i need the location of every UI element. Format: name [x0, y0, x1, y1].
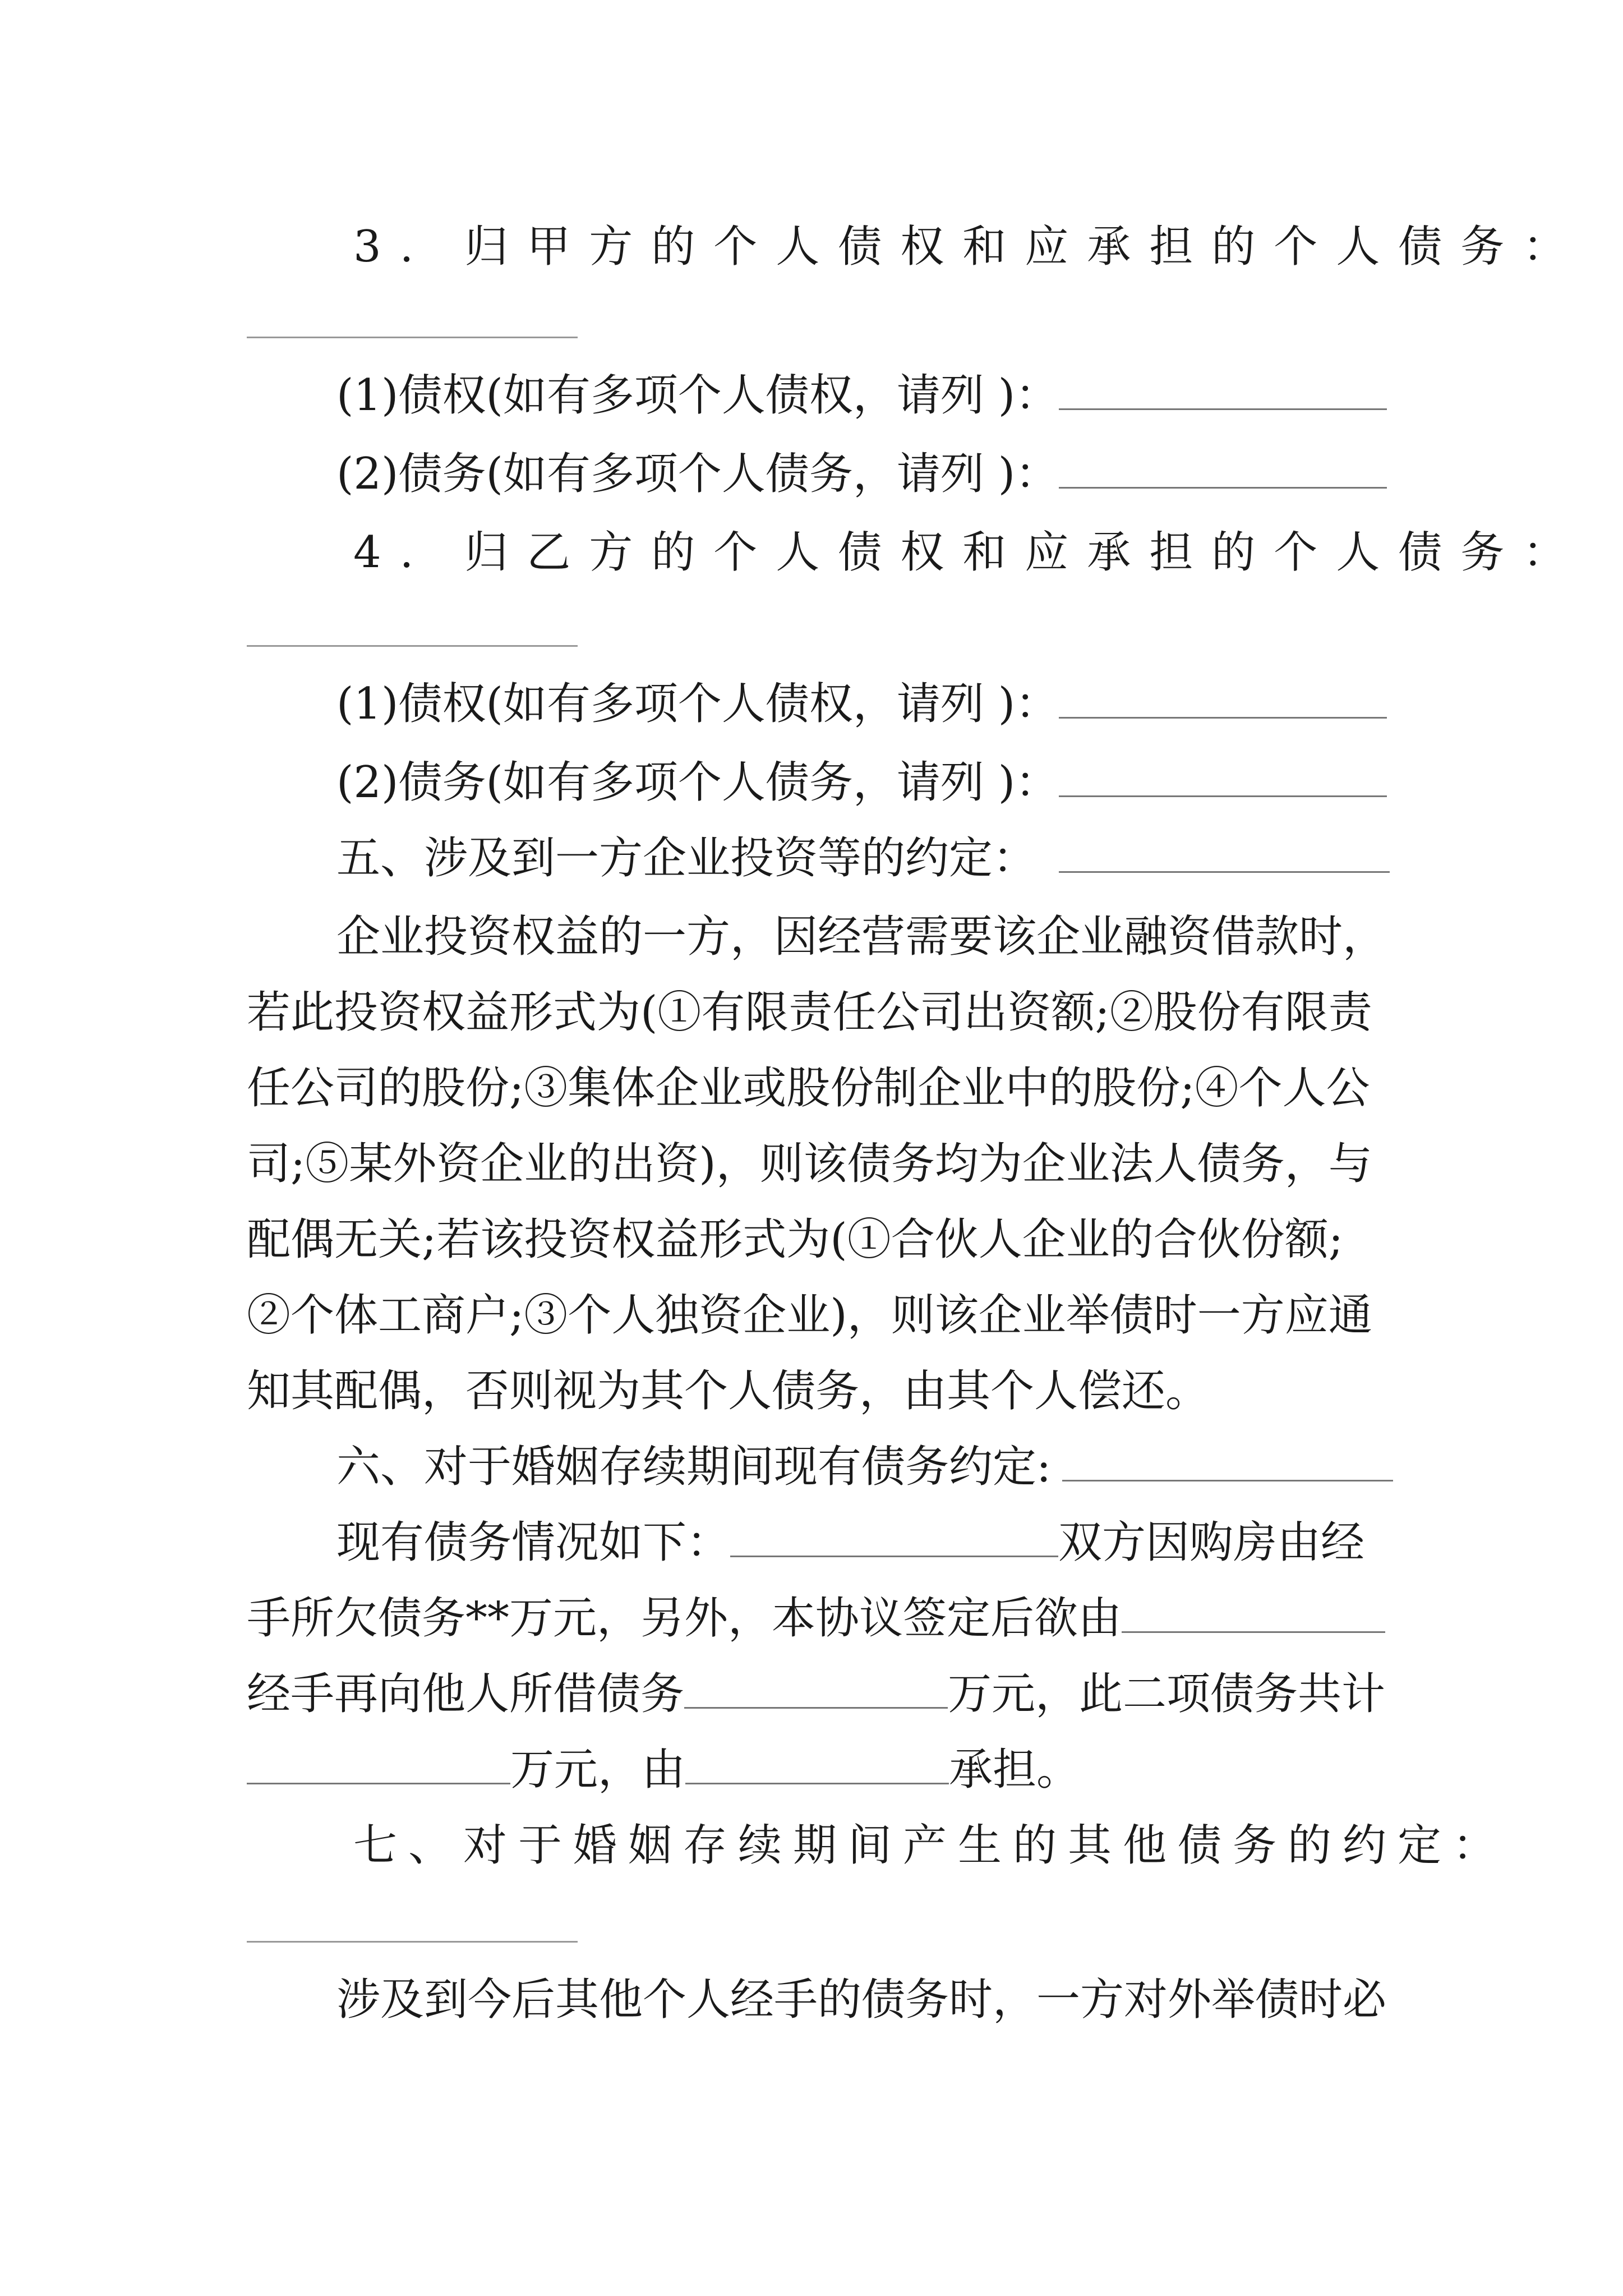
clause-3-credit [336, 367, 1385, 424]
para-2-line-4-a: 万元，由 [510, 1745, 686, 1795]
para-2-line-3-a: 经手再向他人所借债务 [247, 1669, 685, 1719]
section-6-heading [336, 1439, 1385, 1495]
section-5-blank [1059, 832, 1390, 873]
section-6-text: 六、对于婚姻存续期间现有债务约定: [336, 1442, 1052, 1492]
para-1-line-3: 任公司的股份;③集体企业或股份制企业中的股份;④个人公 [247, 1063, 1370, 1114]
section-7-blank-line [247, 1941, 578, 1943]
clause-3-credit-blank [1059, 369, 1387, 410]
clause-4-credit-text: (1)债权(如有多项个人债权，请列 )： [336, 679, 1059, 729]
para-2-line-4 [247, 1742, 1385, 1798]
para-2-line-1-b: 双方因购房由经 [1058, 1517, 1365, 1568]
para-2-line-1 [336, 1515, 1385, 1571]
para-2-line-3-b: 万元，此二项债务共计 [948, 1669, 1386, 1719]
para-1-line-6: ②个体工商户;③个人独资企业)，则该企业举债时一方应通 [247, 1290, 1372, 1341]
clause-4-debt-blank [1059, 756, 1387, 797]
para-2-line-1-a: 现有债务情况如下： [336, 1517, 731, 1568]
clause-4-credit-blank [1059, 678, 1387, 719]
section-7-text: 七、对于婚姻存续期间产生的其他债务的约定： [353, 1820, 1508, 1871]
clause-4-blank-line [247, 645, 578, 647]
clause-3-debt [336, 446, 1385, 502]
section-5-text: 五、涉及到一方企业投资等的约定： [336, 833, 1037, 884]
section-7-heading [353, 1818, 1508, 1874]
clause-3-debt-blank [1059, 448, 1387, 489]
clause-4-debt-text: (2)债务(如有多项个人债务，请列 )： [336, 757, 1059, 808]
clause-3-heading [353, 219, 1585, 275]
para-1-line-2: 若此投资权益形式为(①有限责任公司出资额;②股份有限责 [247, 987, 1372, 1038]
section-6-blank [1062, 1441, 1393, 1481]
clause-4-text: 4. 归乙方的个人债权和应承担的个人债务： [353, 527, 1585, 578]
clause-3-credit-text: (1)债权(如有多项个人债权，请列 )： [336, 370, 1059, 421]
section-5-heading [336, 830, 1385, 886]
clause-3-debt-text: (2)债务(如有多项个人债务，请列 )： [336, 449, 1059, 499]
para-1-line-7: 知其配偶，否则视为其个人债务，由其个人偿还。 [247, 1366, 1210, 1416]
clause-4-credit [336, 676, 1385, 732]
para-2-blank-4 [247, 1743, 510, 1784]
para-1-line-4: 司;⑤某外资企业的出资)，则该债务均为企业法人债务，与 [247, 1139, 1372, 1189]
para-2-blank-2 [1122, 1592, 1385, 1633]
para-2-blank-5 [685, 1743, 949, 1784]
para-2-line-3 [247, 1666, 1385, 1722]
para-2-blank-3 [684, 1668, 948, 1709]
clause-3-text: 3. 归甲方的个人债权和应承担的个人债务： [353, 222, 1585, 272]
para-1-line-1: 企业投资权益的一方，因经营需要该企业融资借款时， [336, 912, 1387, 962]
para-2-line-2 [247, 1590, 1385, 1646]
clause-4-heading [353, 524, 1585, 581]
clause-3-blank-line [247, 337, 578, 338]
para-1-line-5: 配偶无关;若该投资权益形式为(①合伙人企业的合伙份额; [247, 1214, 1343, 1265]
clause-4-debt [336, 754, 1385, 811]
para-3-line-1: 涉及到今后其他个人经手的债务时，一方对外举债时必 [336, 1975, 1387, 2025]
para-2-line-4-b: 承担。 [949, 1745, 1081, 1795]
para-2-line-2-a: 手所欠债务**万元，另外，本协议签定后欲由 [247, 1593, 1122, 1644]
para-2-blank-1 [730, 1516, 1058, 1557]
